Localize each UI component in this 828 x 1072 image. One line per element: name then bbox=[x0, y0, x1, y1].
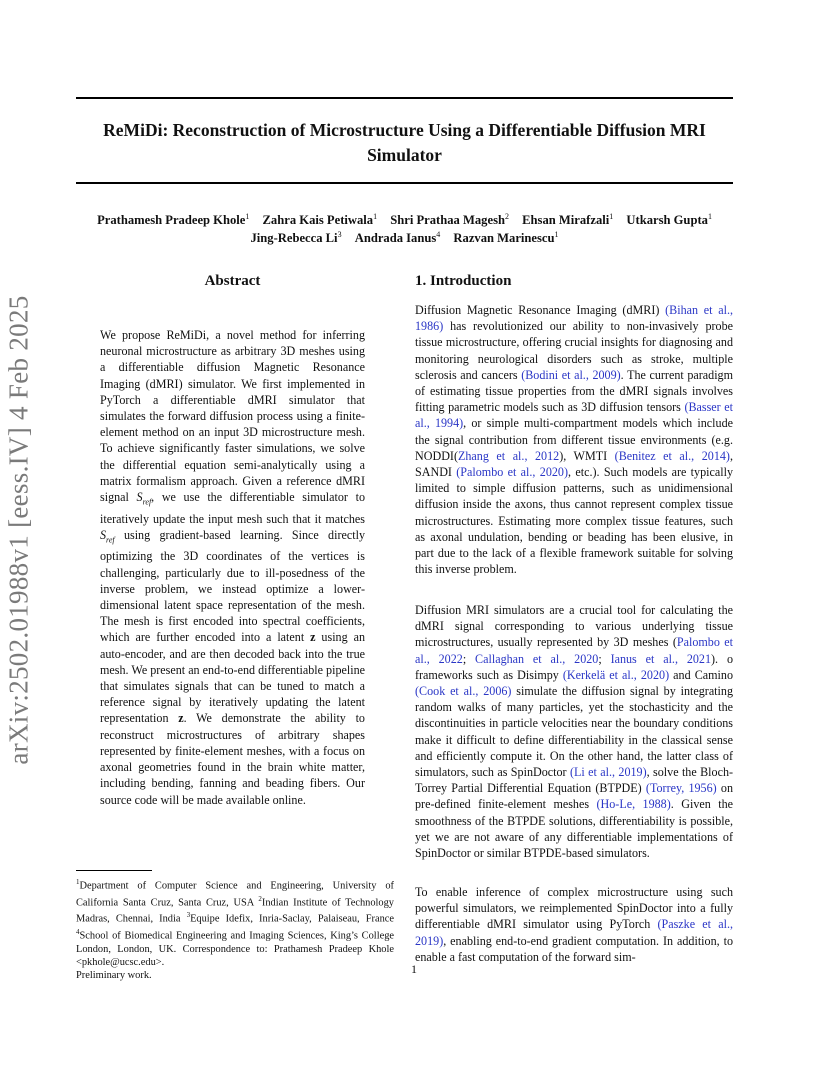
intro-paragraph-3: To enable inference of complex microstructure using such powerful simulators, we reimplemented SpinDoctor into a fully differentiable dMRI simulator using PyTorch (Paszke et al., 2019), enabling end-to-end gradient computation. In addition, to enable a fast computation of the forward sim- bbox=[415, 885, 733, 964]
citation-link[interactable]: (Basser et al., 1994) bbox=[415, 400, 733, 431]
affiliation-footnote: $^1$Department of Computer Science and Engineering, University of California Santa Cruz, Santa Cruz, USA $^2$Indian Institute of Technology Madras, Chennai, India $^3$Equipe Idefix, Inria-Saclay, Palaiseau, France $^4$School of Biomedical Engineering and Imaging Sciences, King’s College London, London, UK. Correspondence to: Prathamesh Pradeep Khole <pkhole@ucsc.edu>. Preliminary work. bbox=[76, 878, 395, 982]
author: Zahra Kais Petiwala$^1$ bbox=[262, 211, 378, 227]
affiliation-marker: 3 bbox=[337, 229, 342, 239]
author-list bbox=[76, 211, 733, 247]
arxiv-identifier-text: arXiv:2502.01988v1 [eess.IV] 4 Feb 2025 bbox=[3, 295, 34, 765]
page-number: 1 bbox=[411, 962, 417, 976]
author: Jing-Rebecca Li$^3$ bbox=[250, 229, 342, 245]
latent-z: z bbox=[178, 711, 184, 726]
citation-link[interactable]: Palombo et al., 2022 bbox=[415, 635, 733, 666]
citation-link[interactable]: (Palombo et al., 2020) bbox=[456, 465, 568, 480]
citation-link[interactable]: Ianus et al., 2021 bbox=[610, 651, 712, 666]
citation-link[interactable]: (Bodini et al., 2009) bbox=[521, 367, 621, 382]
latent-z: z bbox=[310, 630, 316, 645]
affiliation-marker: 4 bbox=[76, 928, 80, 937]
affiliation-marker: 2 bbox=[258, 894, 262, 903]
title-rule-bottom bbox=[76, 182, 733, 184]
paper-title: ReMiDi: Reconstruction of Microstructure Using a Differentiable Diffusion MRI Simulator bbox=[103, 120, 706, 165]
intro-paragraph-1: Diffusion Magnetic Resonance Imaging (dMRI) (Bihan et al., 1986) has revolutionized our ability to non-invasively probe tissue microstructure, offering crucial insights for diagnosing and monitoring neurological disorders such as stroke, multiple sclerosis and cancers (Bodini et al., 2009). The current paradigm of estimating tissue properties from the dMRI signals involves fitting parametric models such as 3D diffusion tensors (Basser et al., 1994), or simple multi-compartment models which include the signal contribution from different tissue environments (e.g. NODDI(Zhang et al., 2012), WMTI (Benitez et al., 2014), SANDI (Palombo et al., 2020), etc.). Such models are typically limited to simple diffusion patterns, such as unidimensional diffusion inside the axons, thus cannot represent complex tissue microstructures. Estimating more complex tissue features, such as axonal undulation, bending or beading has been elusive, in part due to the lack of a flexible framework suitable for solving this inverse problem. bbox=[415, 303, 734, 577]
author: Shri Prathaa Magesh$^2$ bbox=[390, 211, 509, 227]
citation-link[interactable]: (Paszke et al., 2019) bbox=[415, 917, 733, 948]
citation-link[interactable]: (Torrey, 1956) bbox=[645, 781, 717, 796]
author: Razvan Marinescu$^1$ bbox=[453, 229, 559, 245]
affiliation-marker: 1 bbox=[609, 211, 614, 221]
author: Andrada Ianus$^4$ bbox=[354, 229, 441, 245]
author: Prathamesh Pradeep Khole$^1$ bbox=[97, 211, 250, 227]
citation-link[interactable]: (Benitez et al., 2014) bbox=[614, 448, 730, 463]
affiliation-marker: 1 bbox=[76, 878, 80, 886]
citation-link[interactable]: (Ho-Le, 1988) bbox=[596, 797, 671, 812]
author: Utkarsh Gupta$^1$ bbox=[626, 211, 712, 227]
affiliation-marker: 1 bbox=[554, 229, 559, 239]
citation-link[interactable]: Zhang et al., 2012 bbox=[458, 448, 560, 463]
affiliation-marker: 4 bbox=[436, 229, 441, 239]
citation-link[interactable]: (Bihan et al., 1986) bbox=[415, 303, 733, 334]
introduction-heading: 1. Introduction bbox=[415, 273, 512, 289]
affiliation-marker: 3 bbox=[186, 911, 191, 920]
citation-link[interactable]: (Li et al., 2019) bbox=[569, 765, 647, 780]
citation-link[interactable]: Callaghan et al., 2020 bbox=[475, 651, 599, 666]
affiliation-marker: 2 bbox=[504, 211, 509, 221]
affiliation-marker: 1 bbox=[707, 211, 712, 221]
intro-paragraph-2: Diffusion MRI simulators are a crucial tool for calculating the dMRI signal corresponding to various underlying tissue microstructures, usually represented by 3D meshes (Palombo et al., 2022; Callaghan et al., 2020; Ianus et al., 2021). o frameworks such as Disimpy (Kerkelä et al., 2020) and Camino (Cook et al., 2006) simulate the diffusion signal by integrating random walks of many particles, yet the stochasticity and the discontinuities in particle velocities near the boundary conditions make it difficult to define differentiability in the classical sense and efficiently compute it. On the other hand, the latter class of simulators, such as SpinDoctor (Li et al., 2019), solve the Bloch-Torrey Partial Differential Equation (BTPDE) (Torrey, 1956) on pre-defined finite-element meshes (Ho-Le, 1988). Given the smoothness of the BTPDE solutions, differentiability is possible, yet we are not aware of any differentiable implementations of SpinDoctor or similar BTPDE-based simulators. bbox=[415, 603, 734, 861]
abstract-heading: Abstract bbox=[204, 273, 261, 289]
citation-link[interactable]: (Kerkelä et al., 2020) bbox=[562, 667, 670, 682]
author: Ehsan Mirafzali$^1$ bbox=[522, 211, 614, 227]
footnote-rule bbox=[76, 870, 152, 871]
citation-link[interactable]: (Cook et al., 2006) bbox=[415, 684, 512, 699]
title-rule-top bbox=[76, 97, 733, 99]
affiliation-marker: 1 bbox=[245, 211, 250, 221]
abstract-body: We propose ReMiDi, a novel method for inferring neuronal microstructure as arbitrary 3D meshes using a differentiable diffusion Magnetic Resonance Imaging (dMRI) simulator. We first implemented in PyTorch a differentiable dMRI simulator that simulates the forward diffusion process using a finite-element method on an input 3D microstructure mesh. To achieve significantly faster simulations, we solve the differential equation semi-analytically using a matrix formalism approach. Given a reference dMRI signal $S_{ref}$, we use the differentiable simulator to iteratively update the input mesh such that it matches $S_{ref}$ using gradient-based learning. Since directly optimizing the 3D coordinates of the vertices is challenging, particularly due to ill-posedness of the inverse problem, we instead optimize a lower-dimensional latent space representation of the mesh. The mesh is first encoded into spectral coefficients, which are further encoded into a latent z using an auto-encoder, and are then decoded back into the true mesh. We present an end-to-end differentiable pipeline that simulates signals that can be tuned to match a reference signal by iteratively updating the latent representation z. We demonstrate the ability to reconstruct microstructures of arbitrary shapes represented by finite-element meshes, with a focus on axonal geometries found in the brain white matter, including bending, fanning and beading fibers. Our source code will be made available online. bbox=[100, 328, 365, 807]
affiliation-marker: 1 bbox=[373, 211, 378, 221]
math-s-ref: $S_{ref}$ bbox=[136, 490, 152, 507]
math-s-ref: $S_{ref}$ bbox=[100, 527, 115, 545]
